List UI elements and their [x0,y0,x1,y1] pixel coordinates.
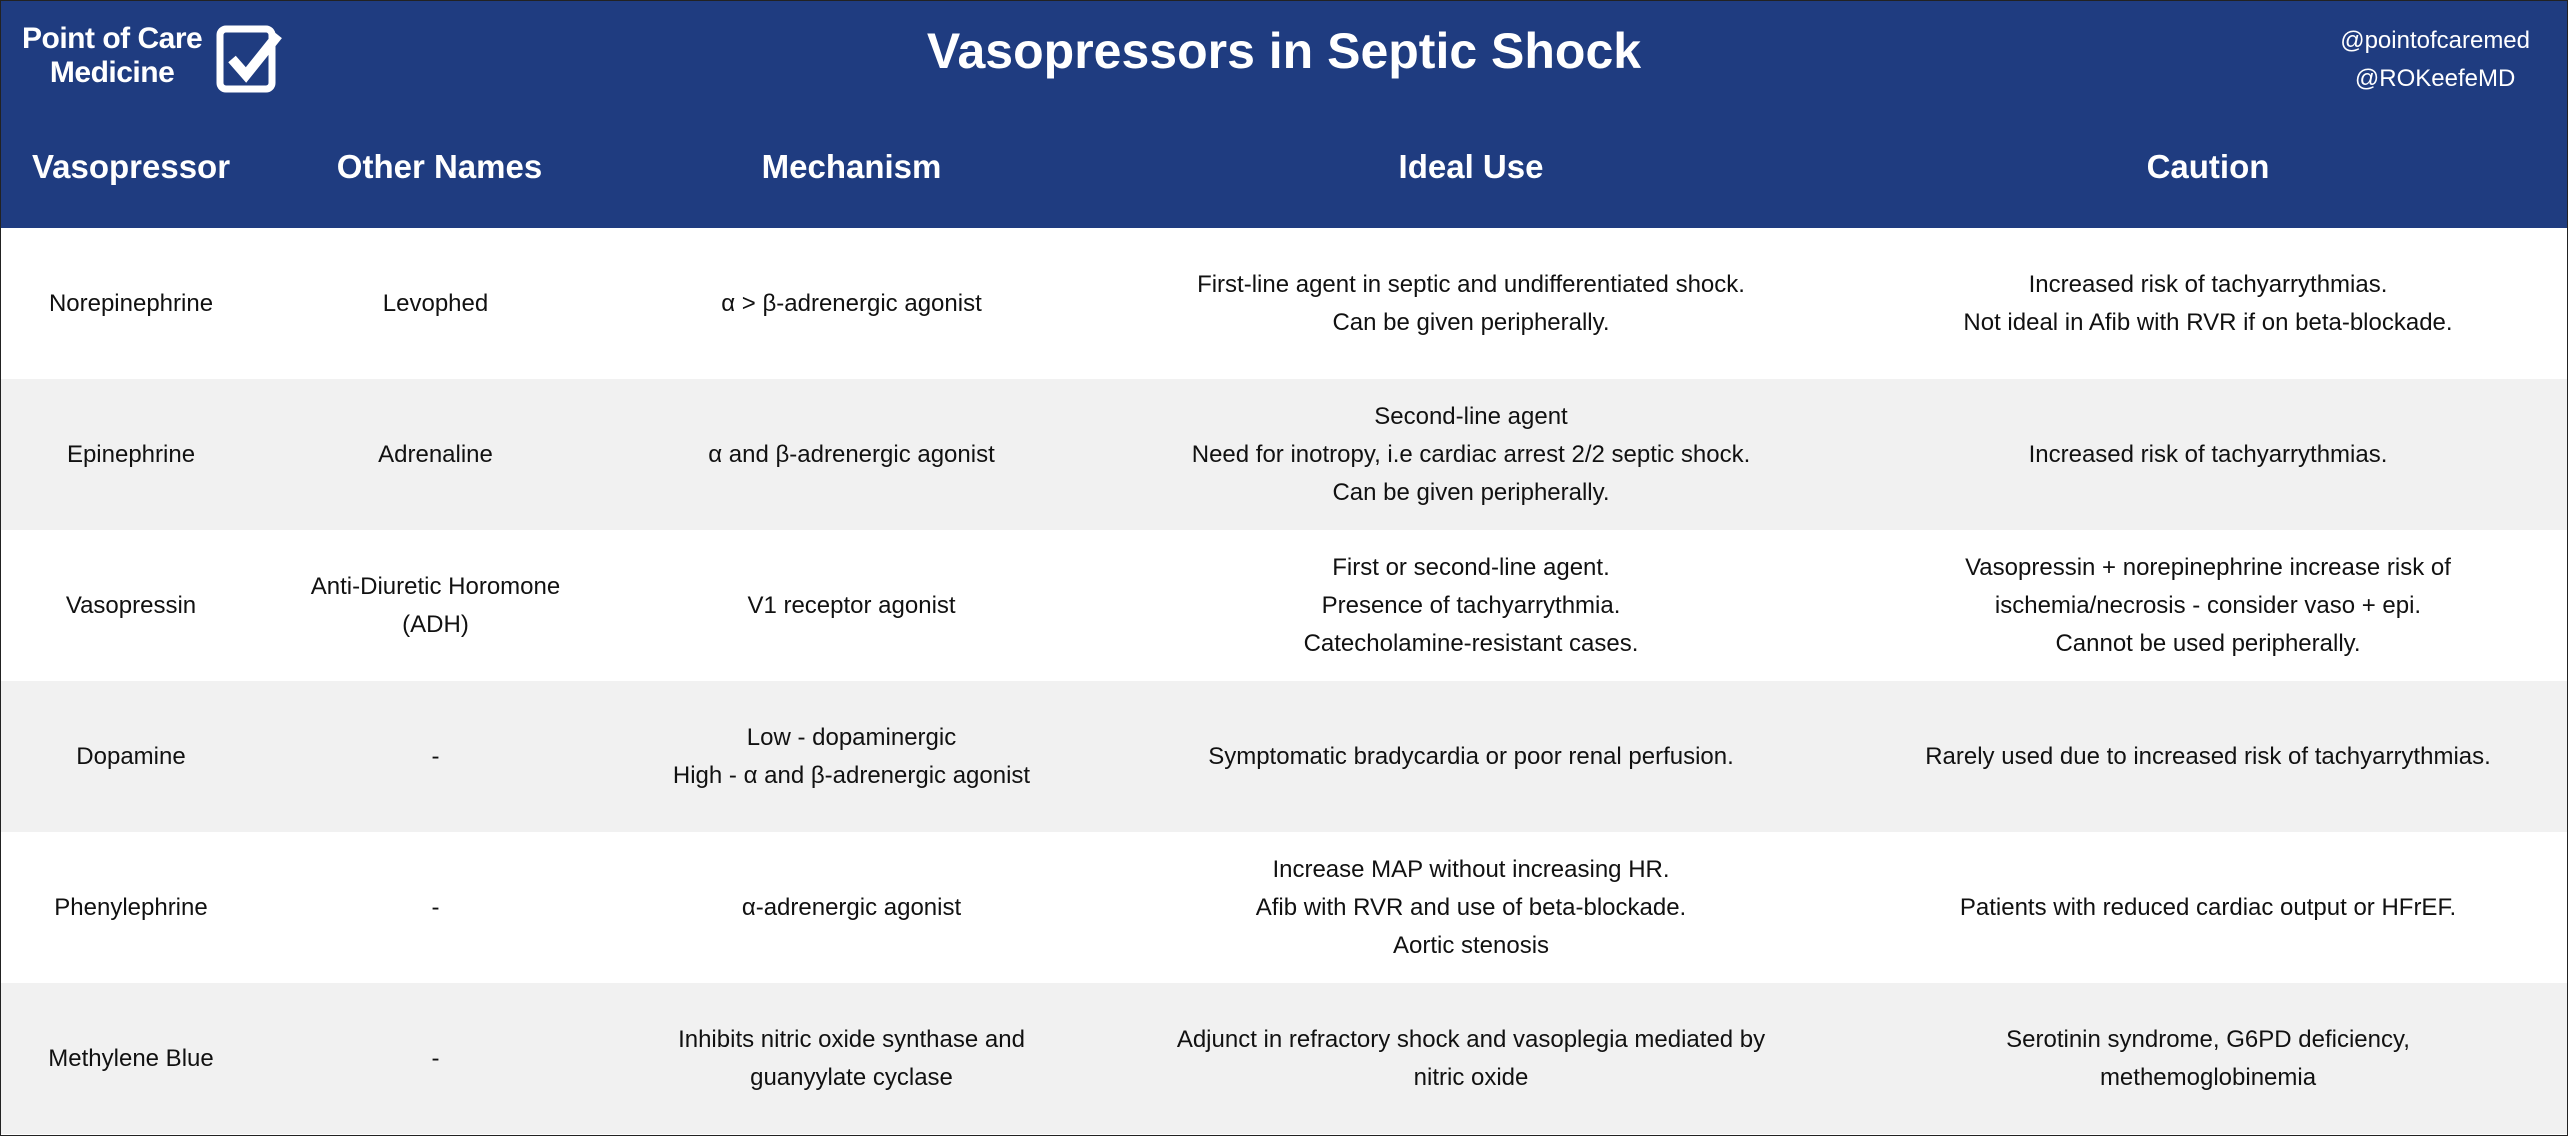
cell-line: Increased risk of tachyarrythmias. [2028,440,2388,468]
cell-line: ischemia/necrosis - consider vaso + epi. [1994,591,2422,619]
cell-line: α and β-adrenergic agonist [708,440,995,468]
cell-line: Anti-Diuretic Horomone [310,572,561,600]
cell-line: Second-line agent [1374,402,1568,430]
column-header-other-names: Other Names [336,148,543,185]
cell-line: Presence of tachyarrythmia. [1321,591,1621,619]
cell-line: Low - dopaminergic [746,723,957,751]
cell-line: Serotinin syndrome, G6PD deficiency, [2006,1025,2410,1053]
cell-line: guanyylate cyclase [750,1063,953,1091]
cell-line: Adrenaline [378,440,493,468]
column-header-mechanism: Mechanism [761,148,942,185]
handle: @ROKeefeMD [2354,65,2516,92]
cell-line: - [431,1044,440,1072]
cell-line: Vasopressin [65,591,197,619]
cell-line: - [431,893,440,921]
cell-line: First or second-line agent. [1332,553,1610,581]
cell-line: Catecholamine-resistant cases. [1303,629,1639,657]
cell-line: Adjunct in refractory shock and vasoplegia mediated by [1176,1025,1766,1053]
handle: @pointofcaremed [2340,27,2530,54]
column-header-caution: Caution [2146,148,2270,185]
cell-line: Methylene Blue [48,1044,214,1072]
cell-line: Symptomatic bradycardia or poor renal perfusion. [1208,742,1734,770]
cell-line: Phenylephrine [54,893,208,921]
cell-line: Norepinephrine [48,289,214,317]
cell-line: Afib with RVR and use of beta-blockade. [1255,893,1687,921]
cell-line: Can be given peripherally. [1332,478,1610,506]
cell-line: α-adrenergic agonist [741,893,962,921]
logo-line-1: Point of Care [22,22,203,55]
cell-line: Can be given peripherally. [1332,308,1610,336]
cell-line: High - α and β-adrenergic agonist [672,761,1031,789]
cell-line: Not ideal in Afib with RVR if on beta-blockade. [1963,308,2453,336]
logo-line-2: Medicine [49,56,175,89]
cell-line: (ADH) [402,610,469,638]
cell-line: nitric oxide [1413,1063,1529,1091]
cell-line: Increase MAP without increasing HR. [1272,855,1670,883]
page-title: Vasopressors in Septic Shock [926,23,1642,79]
cell-line: Cannot be used peripherally. [2055,629,2361,657]
cell-line: Levophed [382,289,489,317]
cell-line: Aortic stenosis [1392,931,1550,959]
cell-line: First-line agent in septic and undifferentiated shock. [1197,270,1745,298]
cell-line: Patients with reduced cardiac output or HFrEF. [1959,893,2457,921]
cell-line: Vasopressin + norepinephrine increase risk of [1965,553,2451,581]
cell-line: methemoglobinemia [2099,1063,2317,1091]
cell-line: Need for inotropy, i.e cardiac arrest 2/2 septic shock. [1191,440,1751,468]
cell-line: - [431,742,440,770]
cell-line: V1 receptor agonist [747,591,956,619]
cell-line: α > β-adrenergic agonist [721,289,982,317]
cell-line: Increased risk of tachyarrythmias. [2028,270,2388,298]
cell-line: Dopamine [76,742,186,770]
cell-line: Rarely used due to increased risk of tachyarrythmias. [1925,742,2491,770]
cell-line: Epinephrine [66,440,196,468]
column-header-vasopressor: Vasopressor [31,148,231,185]
column-header-ideal-use: Ideal Use [1398,148,1544,185]
cell-line: Inhibits nitric oxide synthase and [678,1025,1025,1053]
